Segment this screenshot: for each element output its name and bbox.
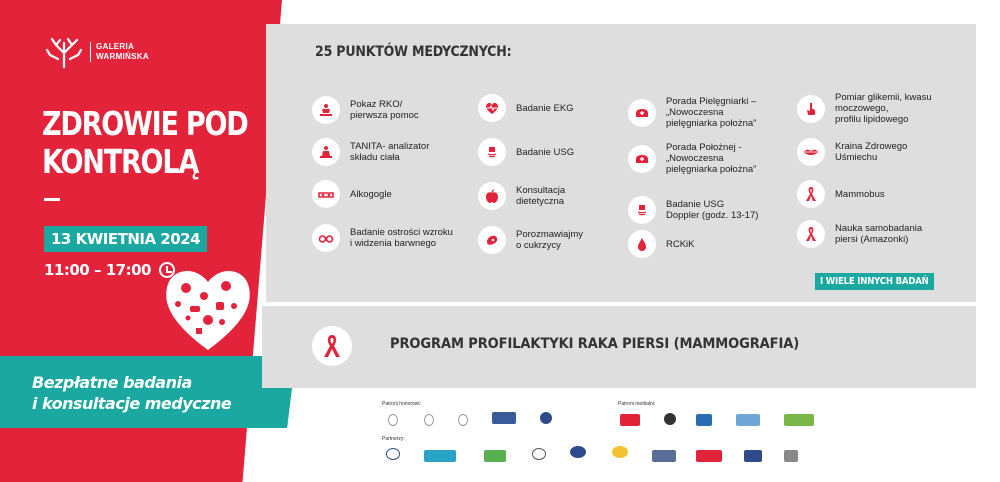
page-title (42, 105, 255, 181)
lips-icon (797, 138, 825, 166)
point-label: Porozmawiajmy o cukrzycy (516, 229, 584, 251)
banner-line2: i konsultacje medyczne (32, 394, 232, 413)
ribbon-icon (312, 326, 352, 366)
nurse-cap-icon (628, 99, 656, 127)
heart-collage-icon (160, 262, 256, 352)
brand-line2: WARMIŃSKA (96, 52, 149, 61)
banner-line1: Bezpłatne badania (32, 373, 192, 392)
point-label: Badanie ostrości wzroku i widzenia barwnego (350, 227, 453, 249)
point-label: Nauka samobadania piersi (Amazonki) (835, 223, 923, 245)
partner-logo (612, 446, 628, 458)
point-label: Badanie USG (516, 146, 575, 158)
cpr-icon (312, 96, 340, 124)
event-date: 13 KWIETNIA 2024 (44, 226, 207, 252)
point-label: Badanie EKG (516, 102, 574, 114)
banner-text (32, 372, 231, 414)
point-item (312, 138, 429, 166)
point-label: Mammobus (835, 188, 885, 200)
patron-logo (540, 412, 552, 424)
point-item (628, 196, 758, 224)
time-text: 11:00 – 17:00 (44, 261, 151, 279)
event-time (44, 261, 175, 279)
patron-logo (458, 414, 468, 426)
point-label: RCKiK (666, 238, 695, 250)
blood-drop-icon (628, 230, 656, 258)
media-logo (736, 414, 760, 426)
patron-logo (388, 414, 398, 426)
partner-logo (784, 450, 798, 462)
goggles-icon (312, 180, 340, 208)
heart-ekg-icon (478, 94, 506, 122)
ribbon-icon (797, 220, 825, 248)
title-line2: KONTROLĄ (42, 142, 199, 181)
honorary-patrons-label: Patroni honorowi: (382, 401, 421, 407)
partner-logo (532, 448, 546, 460)
point-item (797, 138, 907, 166)
point-item (628, 230, 695, 258)
point-label: Pokaz RKO/ pierwsza pomoc (350, 99, 419, 121)
point-item (797, 180, 885, 208)
brand-line1: GALERIA (96, 42, 135, 51)
more-badge: I WIELE INNYCH BADAŃ (815, 273, 934, 290)
ribbon-icon (797, 180, 825, 208)
media-logo (696, 414, 712, 426)
brand-logo (44, 35, 149, 69)
patron-logo (424, 414, 434, 426)
nurse-cap-icon (628, 145, 656, 173)
partner-logo (386, 448, 400, 460)
scale-icon (312, 138, 340, 166)
point-label: Porada Położnej - „Nowoczesna pielęgniarka położna” (666, 142, 757, 175)
point-item (312, 224, 453, 252)
point-item (797, 92, 932, 125)
ultrasound-icon (628, 196, 656, 224)
title-line1: ZDROWIE POD (42, 104, 248, 143)
partner-logo (570, 446, 586, 458)
apple-icon (478, 182, 506, 210)
point-label: Kraina Zdrowego Uśmiechu (835, 141, 908, 163)
ultrasound-icon (478, 138, 506, 166)
point-label: Alkogogle (350, 188, 392, 200)
point-item (478, 138, 574, 166)
point-item (797, 220, 922, 248)
program-title: PROGRAM PROFILAKTYKI RAKA PIERSI (MAMMOGRAFIA) (390, 336, 800, 352)
point-label: TANITA- analizator składu ciała (350, 141, 430, 163)
finger-icon (797, 95, 825, 123)
media-logo (620, 414, 640, 426)
tree-logo-icon (44, 35, 84, 69)
partner-logo (696, 450, 722, 462)
point-item (628, 96, 756, 129)
points-title: 25 PUNKTÓW MEDYCZNYCH: (315, 44, 512, 60)
partners-label: Partnerzy: (382, 436, 405, 442)
point-label: Porada Pielęgniarki – „Nowoczesna pielęgniarka położna” (666, 96, 757, 129)
point-item (478, 94, 574, 122)
point-item (478, 226, 583, 254)
point-label: Badanie USG Doppler (godz. 13-17) (666, 199, 759, 221)
partner-logo (652, 450, 676, 462)
point-label: Pomiar glikemii, kwasu moczowego, profilu lipidowego (835, 92, 932, 125)
media-logo (784, 414, 814, 426)
partner-logo (744, 450, 762, 462)
divider (44, 198, 60, 201)
glasses-icon (312, 224, 340, 252)
media-patrons-label: Patroni medialni: (618, 401, 656, 407)
patron-logo (492, 412, 516, 424)
pancreas-icon (478, 226, 506, 254)
media-logo (664, 413, 676, 425)
point-item (312, 180, 392, 208)
point-item (628, 142, 756, 175)
point-item (312, 96, 419, 124)
point-label: Konsultacja dietetyczna (516, 185, 566, 207)
partner-logo (484, 450, 506, 462)
partner-logo (424, 450, 456, 462)
point-item (478, 182, 565, 210)
